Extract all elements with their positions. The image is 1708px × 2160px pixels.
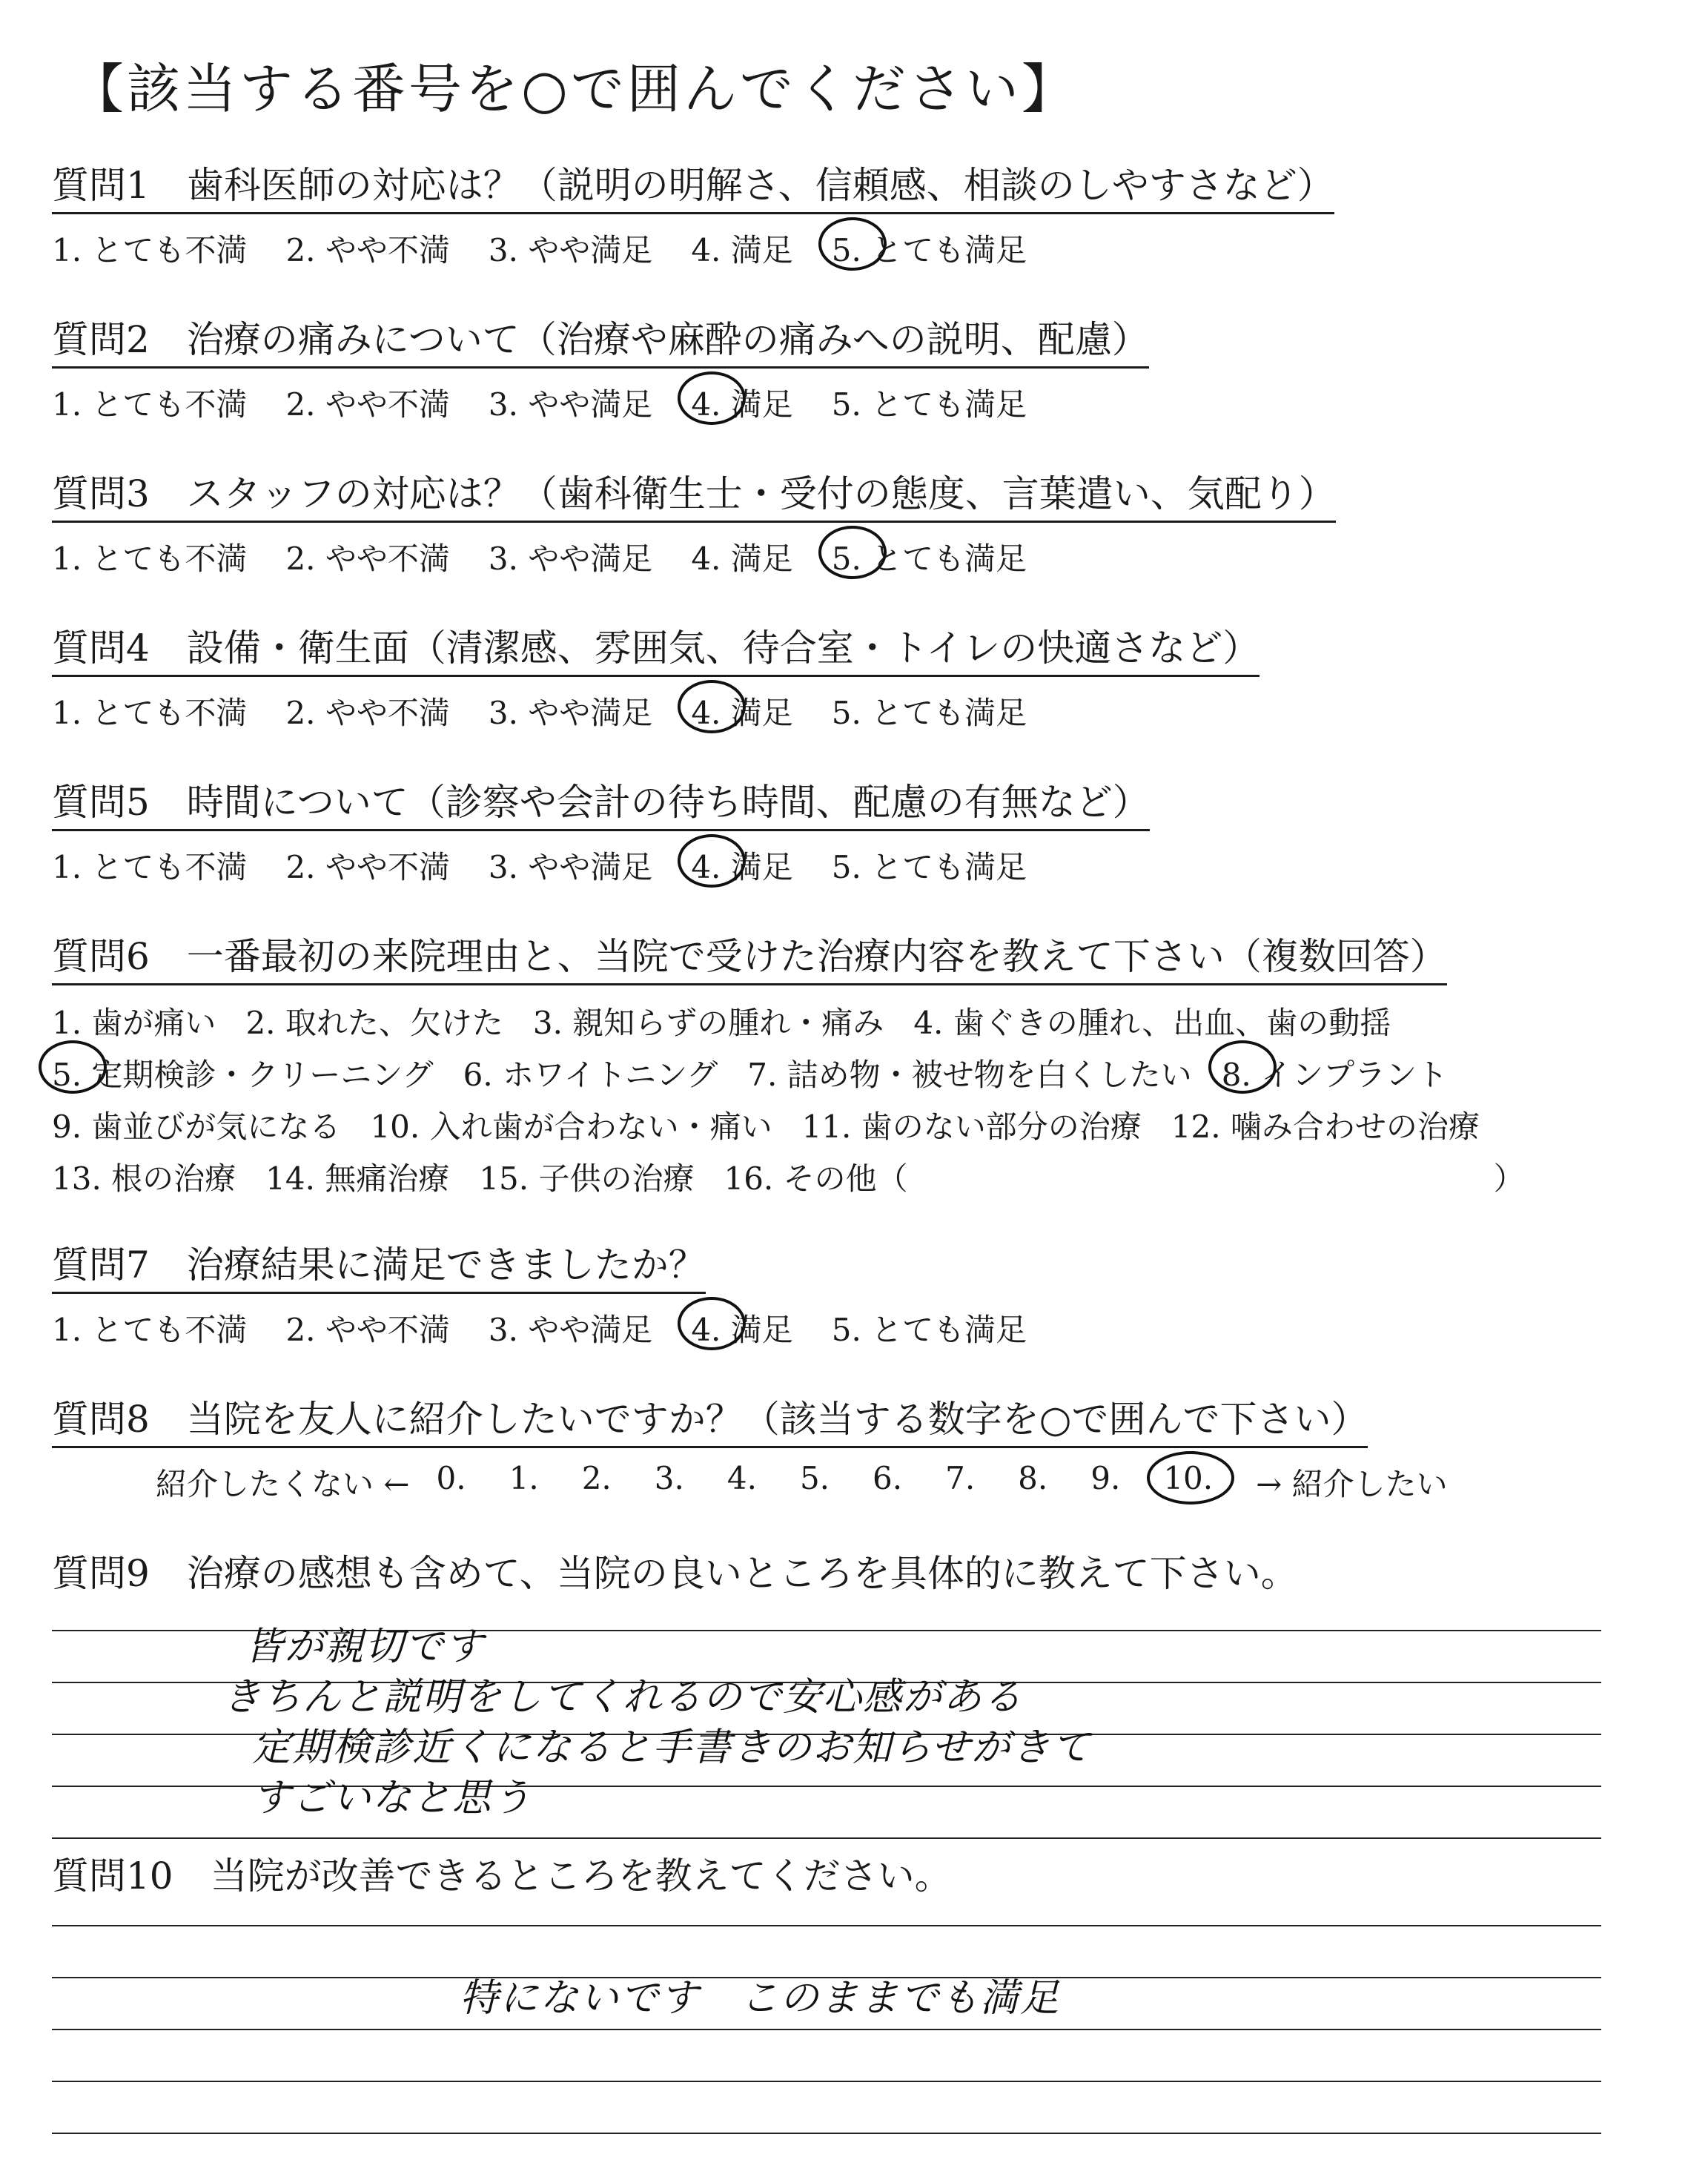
option-13[interactable]: 13. 根の治療	[52, 1160, 236, 1197]
question-text: 質問6 一番最初の来院理由と、当院で受けた治療内容を教えて下さい（複数回答）	[52, 927, 1447, 985]
selection-circle	[1208, 1040, 1277, 1094]
option-1[interactable]: 1. とても不満	[52, 1312, 248, 1348]
option-3[interactable]: 3. やや満足	[488, 232, 653, 268]
question-4	[52, 618, 1260, 733]
option-4[interactable]: 4. 満足	[691, 1306, 792, 1350]
question-text: 質問5 時間について（診察や会計の待ち時間、配慮の有無など）	[52, 773, 1150, 831]
option-10[interactable]: 10. 入れ歯が合わない・痛い	[370, 1109, 772, 1145]
option-4[interactable]: 4. 満足	[691, 843, 792, 888]
scale-8[interactable]: 8.	[1018, 1460, 1048, 1496]
scale-left-label: 紹介したくない ←	[156, 1466, 410, 1502]
option-5[interactable]: 5. とても満足	[832, 535, 1027, 579]
scale-5[interactable]: 5.	[799, 1460, 830, 1496]
options	[52, 689, 1260, 733]
question-text: 質問4 設備・衛生面（清潔感、雰囲気、待合室・トイレの快適さなど）	[52, 618, 1260, 677]
option-2[interactable]: 2. やや不満	[285, 849, 450, 885]
selection-circle	[678, 680, 746, 733]
question-1	[52, 156, 1334, 271]
handwritten-answer-line: 皆が親切です	[245, 1625, 486, 1669]
option-8[interactable]: 8. インプラント	[1222, 1049, 1448, 1101]
options	[52, 226, 1334, 271]
option-1[interactable]: 1. 歯が痛い	[52, 1005, 216, 1041]
page-title: 【該当する番号を○で囲んでください】	[70, 58, 1078, 120]
option-5[interactable]: 5. とても満足	[831, 1312, 1027, 1348]
option-1[interactable]: 1. とても不満	[52, 386, 248, 423]
scale-2[interactable]: 2.	[581, 1460, 612, 1496]
selection-circle	[818, 217, 887, 271]
question-text: 質問1 歯科医師の対応は？（説明の明解さ、信頼感、相談のしやすさなど）	[52, 156, 1334, 214]
options	[52, 1306, 1065, 1350]
option-1[interactable]: 1. とても不満	[52, 849, 248, 885]
option-4[interactable]: 4. 満足	[691, 689, 792, 733]
scale-0[interactable]: 0.	[436, 1460, 466, 1496]
option-2[interactable]: 2. やや不満	[285, 232, 450, 268]
scale-6[interactable]: 6.	[873, 1460, 903, 1496]
option-2[interactable]: 2. やや不満	[285, 541, 450, 577]
option-9[interactable]: 9. 歯並びが気になる	[52, 1109, 341, 1145]
option-5[interactable]: 5. とても満足	[831, 695, 1027, 731]
option-3[interactable]: 3. やや満足	[488, 695, 653, 731]
question-7	[52, 1235, 1065, 1350]
option-4[interactable]: 4. 満足	[691, 232, 793, 268]
options-row	[52, 997, 1555, 1049]
option-4[interactable]: 4. 歯ぐきの腫れ、出血、歯の動揺	[913, 1005, 1391, 1041]
option-5[interactable]: 5. 定期検診・クリーニング	[52, 1049, 434, 1101]
recommend-scale	[156, 1460, 1474, 1505]
options-row	[52, 1049, 1555, 1101]
question-5	[52, 773, 1150, 888]
option-2[interactable]: 2. やや不満	[285, 386, 450, 423]
selection-circle	[678, 1297, 746, 1350]
scale-3[interactable]: 3.	[654, 1460, 684, 1496]
question-text: 質問9 治療の感想も含めて、当院の良いところを具体的に教えて下さい。	[52, 1552, 1298, 1595]
selection-circle	[39, 1040, 107, 1094]
scale-10[interactable]: 10.	[1163, 1460, 1213, 1505]
other-close-paren: ）	[1493, 1160, 1525, 1197]
option-16[interactable]: 16. その他（	[724, 1160, 908, 1197]
option-3[interactable]: 3. やや満足	[488, 849, 653, 885]
option-2[interactable]: 2. やや不満	[285, 695, 450, 731]
option-3[interactable]: 3. 親知らずの腫れ・痛み	[532, 1005, 884, 1041]
scale-9[interactable]: 9.	[1090, 1460, 1121, 1496]
selection-circle	[818, 526, 887, 579]
treatment-options	[52, 997, 1555, 1205]
handwritten-answer-line: 定期検診近くになると手書きのお知らせがきて	[252, 1725, 1092, 1770]
option-4[interactable]: 4. 満足	[691, 380, 792, 425]
selection-circle	[678, 371, 746, 425]
option-3[interactable]: 3. やや満足	[488, 541, 653, 577]
option-11[interactable]: 11. 歯のない部分の治療	[801, 1109, 1142, 1145]
handwritten-answer-line: きちんと説明をしてくれるので安心感がある	[222, 1675, 1024, 1720]
option-6[interactable]: 6. ホワイトニング	[463, 1057, 718, 1093]
option-5[interactable]: 5. とても満足	[832, 226, 1027, 271]
option-7[interactable]: 7. 詰め物・被せ物を白くしたい	[747, 1057, 1192, 1093]
option-15[interactable]: 15. 子供の治療	[479, 1160, 695, 1197]
handwritten-answer-line: 特にないです このままでも満足	[460, 1976, 1061, 2021]
options	[52, 380, 1149, 425]
scale-right-label: → 紹介したい	[1256, 1466, 1448, 1502]
question-6	[52, 927, 1555, 1205]
scale-1[interactable]: 1.	[509, 1460, 539, 1496]
scale-4[interactable]: 4.	[726, 1460, 757, 1496]
option-2[interactable]: 2. やや不満	[285, 1312, 450, 1348]
option-5[interactable]: 5. とても満足	[831, 849, 1027, 885]
option-3[interactable]: 3. やや満足	[488, 1312, 653, 1348]
question-text: 質問3 スタッフの対応は？（歯科衛生士・受付の態度、言葉遣い、気配り）	[52, 464, 1336, 523]
question-3	[52, 464, 1336, 579]
handwritten-answer-line: すごいなと思う	[252, 1776, 533, 1820]
question-text: 質問7 治療結果に満足できましたか？	[52, 1235, 706, 1294]
option-1[interactable]: 1. とても不満	[52, 695, 248, 731]
option-3[interactable]: 3. やや満足	[488, 386, 653, 423]
question-text: 質問8 当院を友人に紹介したいですか？（該当する数字を○で囲んで下さい）	[52, 1390, 1368, 1448]
scale-7[interactable]: 7.	[945, 1460, 976, 1496]
options-row	[52, 1153, 1555, 1205]
option-1[interactable]: 1. とても不満	[52, 232, 248, 268]
options	[52, 843, 1150, 888]
option-4[interactable]: 4. 満足	[691, 541, 793, 577]
selection-circle	[1147, 1451, 1234, 1505]
option-1[interactable]: 1. とても不満	[52, 541, 248, 577]
option-12[interactable]: 12. 噛み合わせの治療	[1171, 1109, 1480, 1145]
question-2	[52, 310, 1149, 425]
options-row	[52, 1101, 1555, 1153]
selection-circle	[678, 834, 746, 888]
option-5[interactable]: 5. とても満足	[831, 386, 1027, 423]
option-2[interactable]: 2. 取れた、欠けた	[245, 1005, 503, 1041]
option-14[interactable]: 14. 無痛治療	[265, 1160, 450, 1197]
question-text: 質問2 治療の痛みについて（治療や麻酔の痛みへの説明、配慮）	[52, 310, 1149, 369]
options	[52, 535, 1336, 579]
question-text: 質問10 当院が改善できるところを教えてください。	[52, 1855, 952, 1898]
question-8	[52, 1390, 1474, 1505]
